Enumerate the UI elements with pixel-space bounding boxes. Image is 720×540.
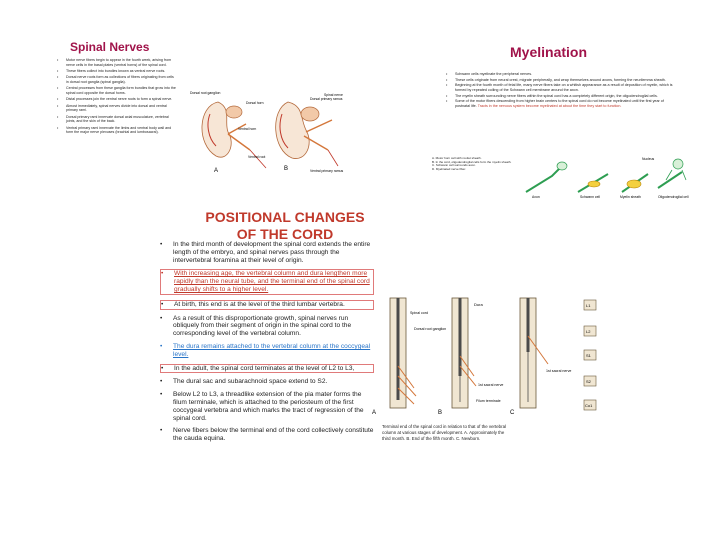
positional-changes-title — [175, 209, 395, 243]
figure-label: Axon — [532, 195, 540, 199]
list-item: • The dural sac and subarachnoid space extend to S2. — [160, 378, 374, 386]
vertebra-label: L2 — [586, 329, 591, 334]
list-item: • These cells originate from neural crest, migrate peripherally, and wrap themselves around axons, forming the neurilemma sheath. — [446, 78, 678, 83]
list-item: • Schwann cells myelinate the peripheral nerves. — [446, 72, 678, 77]
caption-line: D. Myelinated nerve fiber. — [432, 167, 467, 172]
figure-label: Oligodendroglial cell — [658, 195, 689, 199]
vertebra-label: Co1 — [585, 403, 593, 408]
title-line: POSITIONAL CHANGES — [205, 209, 365, 225]
myelination-caption — [432, 157, 522, 172]
list-item: • As a result of this disproportionate growth, spinal nerves run obliquely from their segment of origin in the spinal cord to the corresponding level of the vertebral column. — [160, 315, 374, 338]
figure-label: Dorsal root ganglion — [190, 91, 221, 95]
list-item: • Nerve fibers below the terminal end of the cord collectively constitute the cauda equina. — [160, 427, 374, 443]
list-item: • At birth, this end is at the level of the third lumbar vertebra. — [160, 300, 374, 310]
figure-label: 1st sacral nerve — [478, 383, 504, 387]
positional-changes-figure — [370, 296, 610, 416]
caption-line: B. In the cord, oligodendroglial cells form the myelin sheath. — [432, 159, 512, 164]
spinal-nerves-title: Spinal Nerves — [70, 40, 150, 54]
figure-label: Nucleus — [642, 157, 655, 161]
positional-changes-caption: Terminal end of the spinal cord in relation to that of the vertebral column at various stages of development. A. Approximately the third month. B. End of the fifth month. C. Newborn. — [382, 424, 506, 441]
figure-label: B — [284, 166, 289, 172]
figure-label: Ventral horn — [238, 127, 257, 131]
figure-label: A — [372, 410, 377, 416]
figure-label: Dorsal root ganglion — [414, 327, 447, 331]
list-item: • The dura remains attached to the vertebral column at the coccygeal level. — [160, 343, 374, 359]
caption-line: C. Schwann cell surrounds axon. — [432, 163, 476, 168]
list-item: • These fibers collect into bundles known as ventral nerve roots. — [57, 69, 177, 74]
list-item: • Distal processes join the ventral nerve roots to form a spinal nerve. — [57, 97, 177, 102]
list-item: • Almost immediately, spinal nerves divide into dorsal and ventral primary rami. — [57, 104, 177, 113]
list-item: • Motor nerve fibers begin to appear in the fourth week, arising from nerve cells in the basal plates (ventral horns) of the spinal cord. — [57, 58, 177, 67]
figure-label: Ventral root — [248, 155, 266, 159]
figure-label: 1st sacral nerve — [546, 369, 572, 373]
list-item: • With increasing age, the vertebral column and dura lengthen more rapidly than the neural tube, and the terminal end of the spinal cord gradually shifts to a higher level. — [160, 269, 374, 294]
vertebra-label: S1 — [586, 353, 591, 358]
figure-label: Dura — [474, 302, 483, 307]
figure-label: B — [438, 410, 443, 416]
vertebra-label: L1 — [586, 303, 591, 308]
list-item: • Central processes from these ganglia form bundles that grow into the spinal cord opposite the dorsal horns. — [57, 86, 177, 95]
list-item: • Ventral primary rami innervate the limbs and ventral body wall and form the major nerve plexuses (brachial and lumbosacral). — [57, 126, 177, 135]
list-item: • Dorsal primary rami innervate dorsal axial musculature, vertebral joints, and the skin of the back. — [57, 115, 177, 124]
figure-label: Spinal cord — [410, 311, 428, 315]
bullet-text: Some of the motor fibers descending from higher brain centers to the spinal cord do not become myelinated until the first year of postnatal life. — [455, 99, 664, 108]
list-item: • In the adult, the spinal cord terminates at the level of L2 to L3, — [160, 364, 374, 374]
figure-label: Dorsal primary ramus — [310, 97, 343, 101]
myelination-figure — [522, 154, 690, 200]
spinal-nerves-text — [57, 58, 177, 137]
title-line: OF THE CORD — [236, 226, 334, 242]
vertebra-label: S2 — [586, 379, 591, 384]
list-item: • The myelin sheath surrounding nerve fibers within the spinal cord has a completely different origin, the oligodendroglial cells. — [446, 94, 678, 99]
list-item: • In the third month of development the spinal cord extends the entire length of the embryo, and spinal nerves pass through the intervertebral foramina at their level of origin. — [160, 241, 374, 264]
myelination-title: Myelination — [510, 44, 588, 60]
caption-line: A. Motor horn cell with rootlet sheath. — [432, 157, 482, 160]
list-item — [446, 99, 678, 108]
figure-label: Filum terminale — [476, 399, 501, 403]
positional-changes-text — [160, 241, 377, 448]
list-item: • Dorsal nerve roots form as collections of fibers originating from cells in dorsal root ganglia (spinal ganglia). — [57, 75, 177, 84]
spinal-nerve-figure — [188, 84, 348, 176]
figure-label: C — [510, 410, 515, 416]
list-item: • Beginning at the fourth month of fetal life, many nerve fibers take on a whitish appearance as a result of deposition of myelin, which is formed by repeated coiling of the Schwann cell membrane around the axon. — [446, 83, 678, 92]
figure-label: A — [214, 168, 219, 174]
figure-label: Ventral primary ramus — [310, 169, 344, 173]
list-item: • Below L2 to L3, a threadlike extension of the pia mater forms the filum terminale, which is attached to the periosteum of the first coccygeal vertebra and which marks the tract of regression of the spinal cord. — [160, 391, 374, 422]
highlighted-text: Tracts in the nervous system become myelinated at about the time they start to function. — [477, 103, 622, 108]
figure-label: Spinal nerve — [324, 93, 343, 97]
figure-label: Dorsal horn — [246, 101, 264, 105]
figure-label: Myelin sheath — [620, 195, 641, 199]
figure-label: Schwann cell — [580, 195, 600, 199]
myelination-text — [446, 72, 678, 109]
